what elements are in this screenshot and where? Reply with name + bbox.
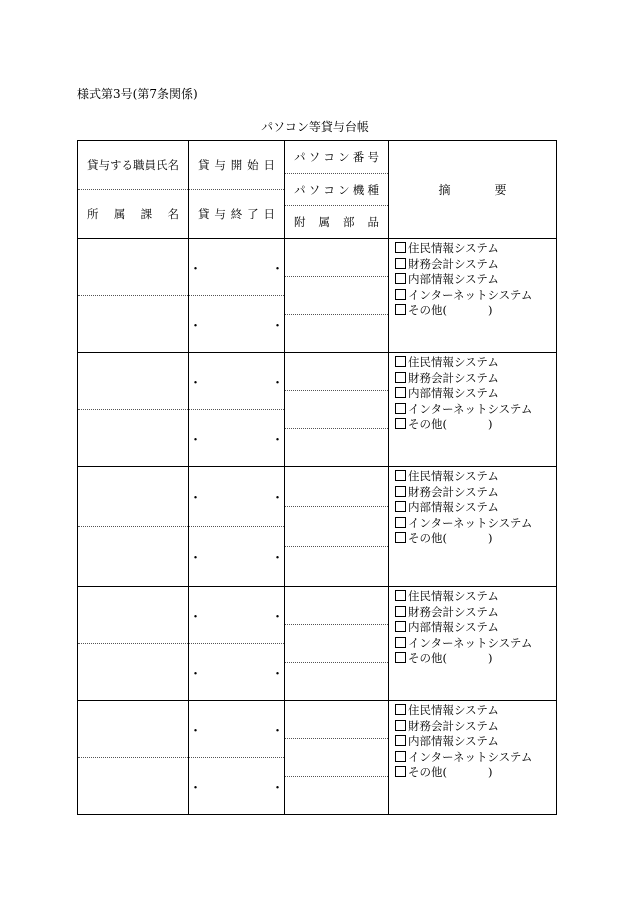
start-date-field[interactable]	[189, 587, 313, 643]
system-option[interactable]	[395, 703, 556, 719]
date-placeholder: ・ ・	[189, 375, 313, 391]
system-option[interactable]	[395, 500, 556, 516]
system-option[interactable]	[395, 272, 556, 288]
date-placeholder: ・ ・	[189, 780, 313, 796]
accessories-field[interactable]	[285, 776, 388, 814]
pc-model-field[interactable]	[285, 390, 388, 428]
other-open-label: その他(	[408, 417, 447, 431]
pc-cell	[285, 353, 389, 467]
checkbox-icon[interactable]	[395, 273, 406, 284]
pc-cell	[285, 467, 389, 587]
checkbox-icon[interactable]	[395, 606, 406, 617]
system-option-other[interactable]	[395, 765, 556, 781]
system-option[interactable]	[395, 516, 556, 532]
checkbox-icon[interactable]	[395, 258, 406, 269]
system-option-label: 住民情報システム	[408, 241, 499, 255]
other-close-label: )	[488, 765, 493, 779]
system-checklist	[389, 587, 556, 667]
system-option-label: インターネットシステム	[408, 287, 533, 302]
dates-cell	[189, 587, 313, 701]
system-option-label: 財務会計システム	[408, 370, 499, 385]
system-option-other[interactable]	[395, 531, 556, 547]
system-option[interactable]	[395, 605, 556, 621]
date-placeholder: ・ ・	[189, 723, 313, 739]
form-label: 様式第3号(第7条関係)	[77, 87, 198, 101]
checkbox-icon[interactable]	[395, 304, 406, 315]
system-option[interactable]	[395, 386, 556, 402]
document-title: パソコン等貸与台帳	[261, 120, 369, 134]
checkbox-icon[interactable]	[395, 532, 406, 543]
end-date-field[interactable]	[189, 295, 313, 352]
start-date-field[interactable]	[189, 467, 313, 526]
header-accessories: 附 属 部 品	[285, 205, 388, 238]
system-option[interactable]	[395, 241, 556, 257]
ledger-row	[78, 353, 557, 467]
summary-cell	[389, 239, 557, 353]
accessories-field[interactable]	[285, 546, 388, 586]
checkbox-icon[interactable]	[395, 751, 406, 762]
system-option-label: 財務会計システム	[408, 256, 499, 271]
system-option[interactable]	[395, 636, 556, 652]
system-option[interactable]	[395, 371, 556, 387]
system-option-label: 財務会計システム	[408, 604, 499, 619]
checkbox-icon[interactable]	[395, 652, 406, 663]
header-department: 所 属 課 名	[78, 189, 188, 238]
summary-cell	[389, 701, 557, 815]
header-employee-name: 貸与する職員氏名	[87, 158, 179, 172]
ledger-row	[78, 587, 557, 701]
pc-number-field[interactable]	[285, 239, 388, 276]
start-date-field[interactable]	[189, 701, 313, 757]
system-checklist	[389, 239, 556, 319]
checkbox-icon[interactable]	[395, 590, 406, 601]
pc-number-field[interactable]	[285, 467, 388, 506]
date-placeholder: ・ ・	[189, 261, 313, 277]
header-summary-cell	[389, 141, 557, 239]
employee-cell	[78, 239, 189, 353]
system-checklist	[389, 353, 556, 433]
other-open-label: その他(	[408, 651, 447, 665]
pc-number-field[interactable]	[285, 587, 388, 624]
system-option-label: 財務会計システム	[408, 718, 499, 733]
employee-cell	[78, 353, 189, 467]
header-employee-cell	[78, 141, 189, 239]
system-option-other[interactable]	[395, 303, 556, 319]
checkbox-icon[interactable]	[395, 470, 406, 481]
pc-cell	[285, 587, 389, 701]
checkbox-icon[interactable]	[395, 735, 406, 746]
checkbox-icon[interactable]	[395, 501, 406, 512]
end-date-field[interactable]	[189, 409, 313, 466]
pc-cell	[285, 239, 389, 353]
system-option-label: 内部情報システム	[408, 500, 499, 514]
checkbox-icon[interactable]	[395, 356, 406, 367]
system-checklist	[389, 701, 556, 781]
other-open-label: その他(	[408, 531, 447, 545]
system-option[interactable]	[395, 402, 556, 418]
dates-cell	[189, 467, 313, 587]
date-placeholder: ・ ・	[189, 318, 313, 334]
system-option-label: 内部情報システム	[408, 272, 499, 286]
checkbox-icon[interactable]	[395, 637, 406, 648]
checkbox-icon[interactable]	[395, 418, 406, 429]
checkbox-icon[interactable]	[395, 517, 406, 528]
system-option-label: インターネットシステム	[408, 401, 533, 416]
date-placeholder: ・ ・	[189, 666, 313, 682]
system-option-label: 内部情報システム	[408, 386, 499, 400]
employee-cell	[78, 467, 189, 587]
system-option[interactable]	[395, 485, 556, 501]
pc-cell	[285, 701, 389, 815]
checkbox-icon[interactable]	[395, 289, 406, 300]
pc-number-field[interactable]	[285, 353, 388, 390]
ledger-row	[78, 239, 557, 353]
other-open-label: その他(	[408, 765, 447, 779]
checkbox-icon[interactable]	[395, 704, 406, 715]
summary-cell	[389, 587, 557, 701]
system-option-label: インターネットシステム	[408, 635, 533, 650]
date-placeholder: ・ ・	[189, 609, 313, 625]
start-date-field[interactable]	[189, 239, 313, 295]
pc-number-field[interactable]	[285, 701, 388, 738]
system-option-label: 財務会計システム	[408, 484, 499, 499]
header-row	[78, 141, 557, 239]
ledger-table	[77, 140, 557, 815]
end-date-field[interactable]	[189, 757, 313, 814]
checkbox-icon[interactable]	[395, 766, 406, 777]
system-option[interactable]	[395, 734, 556, 750]
system-option-label: 内部情報システム	[408, 620, 499, 634]
system-option-label: インターネットシステム	[408, 515, 533, 530]
system-checklist	[389, 467, 556, 547]
system-option[interactable]	[395, 288, 556, 304]
other-close-label: )	[488, 651, 493, 665]
system-option-other[interactable]	[395, 417, 556, 433]
checkbox-icon[interactable]	[395, 387, 406, 398]
system-option[interactable]	[395, 589, 556, 605]
checkbox-icon[interactable]	[395, 720, 406, 731]
system-option[interactable]	[395, 469, 556, 485]
pc-model-field[interactable]	[285, 624, 388, 662]
checkbox-icon[interactable]	[395, 242, 406, 253]
system-option-label: 住民情報システム	[408, 355, 499, 369]
date-placeholder: ・ ・	[189, 491, 313, 506]
system-option[interactable]	[395, 750, 556, 766]
system-option[interactable]	[395, 719, 556, 735]
system-option-label: 内部情報システム	[408, 734, 499, 748]
ledger-row	[78, 467, 557, 587]
accessories-field[interactable]	[285, 662, 388, 700]
header-start-date: 貸 与 開 始 日	[198, 158, 275, 172]
checkbox-icon[interactable]	[395, 486, 406, 497]
start-date-field[interactable]	[189, 353, 313, 409]
accessories-field[interactable]	[285, 428, 388, 466]
system-option-label: 住民情報システム	[408, 703, 499, 717]
other-open-label: その他(	[408, 303, 447, 317]
header-dates-cell	[189, 141, 285, 239]
system-option-label: 住民情報システム	[408, 589, 499, 603]
other-close-label: )	[488, 417, 493, 431]
system-option[interactable]	[395, 355, 556, 371]
system-option[interactable]	[395, 257, 556, 273]
checkbox-icon[interactable]	[395, 372, 406, 383]
system-option[interactable]	[395, 620, 556, 636]
dates-cell	[189, 353, 313, 467]
employee-cell	[78, 701, 189, 815]
system-option-label: 住民情報システム	[408, 469, 499, 483]
header-summary: 摘 要	[438, 183, 507, 197]
dates-cell	[189, 239, 313, 353]
employee-cell	[78, 587, 189, 701]
end-date-field[interactable]	[189, 643, 313, 700]
checkbox-icon[interactable]	[395, 403, 406, 414]
accessories-field[interactable]	[285, 314, 388, 352]
other-close-label: )	[488, 531, 493, 545]
header-pc-cell	[285, 141, 389, 239]
header-end-date: 貸 与 終 了 日	[189, 189, 284, 238]
header-pc-number: パ ソ コ ン 番 号	[294, 149, 379, 164]
summary-cell	[389, 353, 557, 467]
date-placeholder: ・ ・	[189, 432, 313, 448]
other-close-label: )	[488, 303, 493, 317]
pc-model-field[interactable]	[285, 738, 388, 776]
checkbox-icon[interactable]	[395, 621, 406, 632]
system-option-label: インターネットシステム	[408, 749, 533, 764]
header-pc-model: パ ソ コ ン 機 種	[285, 173, 388, 206]
summary-cell	[389, 467, 557, 587]
pc-model-field[interactable]	[285, 506, 388, 546]
dates-cell	[189, 701, 313, 815]
pc-model-field[interactable]	[285, 276, 388, 314]
date-placeholder: ・ ・	[189, 551, 313, 566]
ledger-row	[78, 701, 557, 815]
system-option-other[interactable]	[395, 651, 556, 667]
end-date-field[interactable]	[189, 526, 313, 586]
